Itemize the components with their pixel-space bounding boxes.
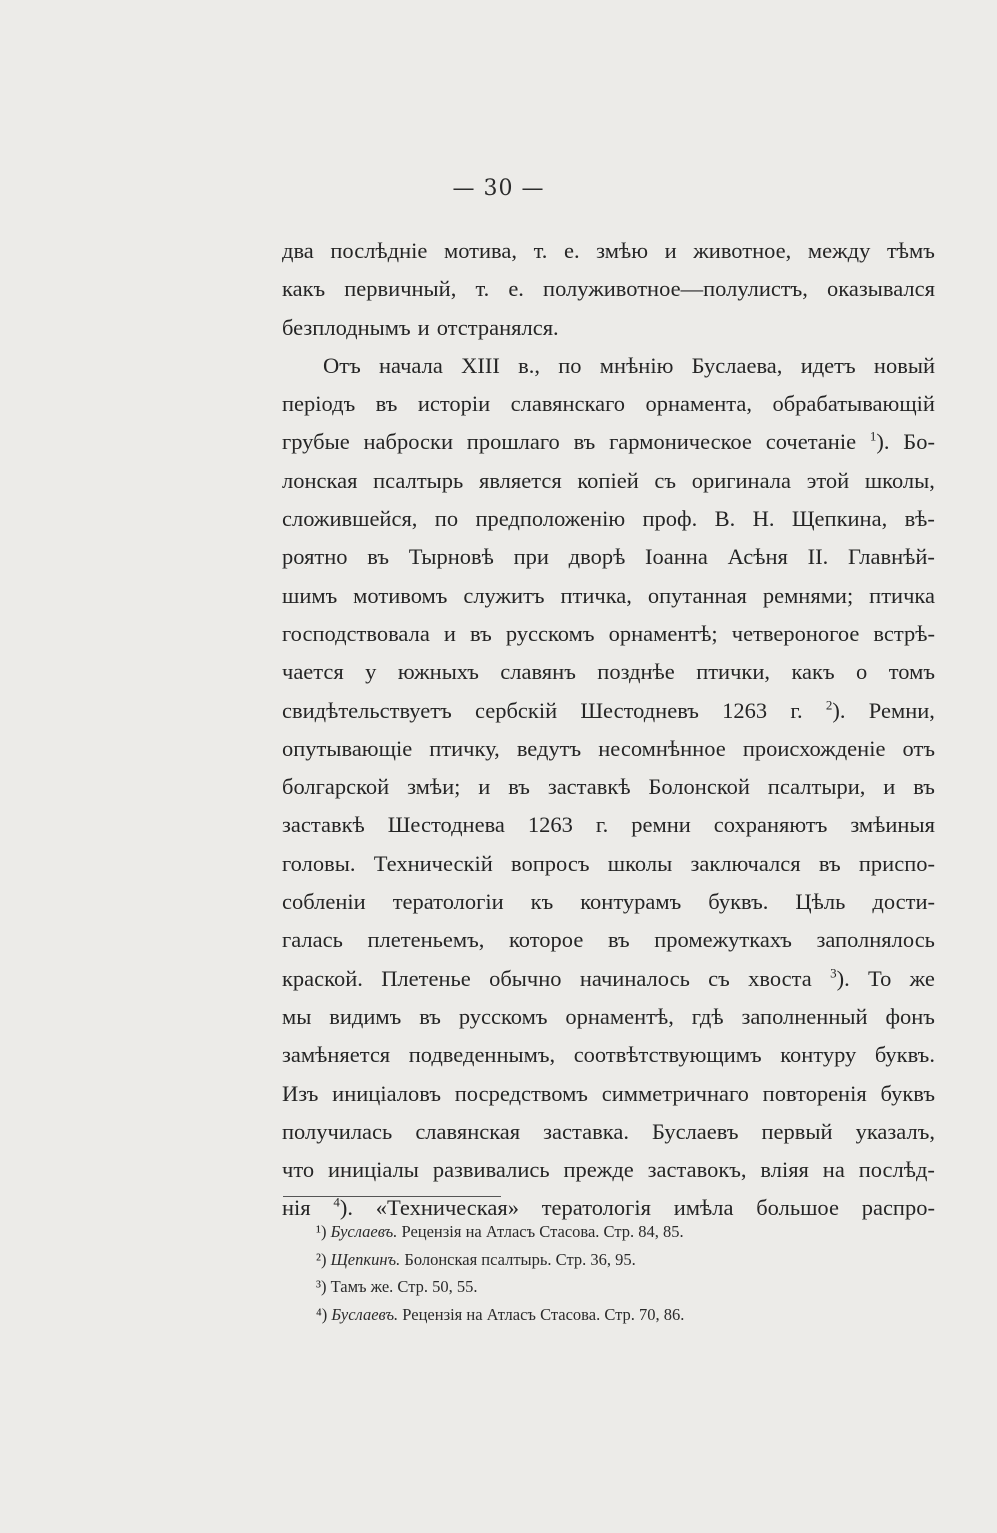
word: четвероногое (731, 620, 860, 646)
text-line (282, 998, 935, 1036)
word: Цѣль (795, 889, 846, 915)
text-line (282, 615, 935, 653)
word: т. (533, 238, 548, 263)
word: посредствомъ (454, 1080, 588, 1106)
word: же (909, 965, 935, 991)
footnote-author: Щепкинъ. (330, 1249, 401, 1269)
word: проф. (642, 506, 698, 532)
word: что (282, 1157, 315, 1183)
word: змѣиныя (850, 812, 935, 838)
word: $^4$). (333, 1194, 354, 1221)
word: отстранялся. (436, 314, 559, 340)
word: контурамъ (580, 889, 682, 915)
footnote-author: Буслаевъ. (331, 1304, 399, 1324)
word: орнамента, (645, 391, 753, 417)
text-line (282, 500, 935, 538)
word: дости- (872, 889, 935, 915)
word: подведеннымъ, (408, 1042, 556, 1068)
word: начала (378, 352, 443, 378)
word: при (513, 544, 549, 570)
word: на (822, 1157, 845, 1183)
word: иниціалы (327, 1157, 419, 1183)
text-line (282, 692, 935, 730)
word: заставкѣ (282, 812, 365, 838)
word: несомнѣнное (598, 735, 726, 761)
word: орнаментѣ, (565, 1003, 674, 1029)
word: замѣняется (282, 1042, 391, 1068)
word: дворѣ (568, 544, 626, 570)
word: Буслаева, (691, 352, 783, 378)
word: исторіи (417, 391, 491, 417)
word: копіей (577, 467, 639, 493)
word: Отъ (323, 352, 361, 378)
word: въ (913, 774, 935, 800)
footnote (316, 1218, 916, 1246)
word: II. (807, 544, 829, 570)
word: Тырновѣ (408, 544, 494, 570)
word: соотвѣтствующимъ (573, 1042, 762, 1068)
word: большое (756, 1195, 839, 1221)
word: Изъ (282, 1080, 319, 1106)
word: и (417, 314, 430, 340)
footnote (316, 1273, 916, 1301)
word: славянская (415, 1118, 521, 1144)
word: и (883, 774, 896, 800)
word: повторенія (762, 1080, 867, 1106)
footnote-text: Тамъ же. Стр. 50, 55. (330, 1277, 478, 1296)
word: буквъ. (708, 889, 769, 915)
word: иниціаловъ (332, 1080, 441, 1106)
word: вліяя (760, 1157, 809, 1183)
word: въ (607, 927, 630, 953)
word: и (443, 620, 456, 646)
word: южныхъ (397, 659, 479, 685)
word: Буслаевъ (651, 1118, 739, 1144)
word: То (868, 965, 892, 991)
word: птичка, (560, 582, 632, 608)
word: господствовала (282, 620, 430, 646)
word: русскомъ (458, 1003, 548, 1029)
word: болгарской (282, 774, 390, 800)
word: начиналось (579, 965, 690, 991)
word: между (807, 238, 871, 263)
word: происхожденіе (742, 735, 886, 761)
footnote-mark: ¹) (316, 1222, 331, 1241)
text-line (282, 1036, 935, 1074)
word: мы (282, 1003, 312, 1029)
word: грубые (282, 429, 350, 455)
word: полуживотное—полулистъ, (543, 276, 808, 302)
text-line (282, 423, 935, 461)
word: г. (790, 697, 803, 723)
footnote-mark: ²) (316, 1249, 331, 1269)
word: заставка. (543, 1118, 629, 1144)
word: о (856, 659, 868, 685)
word: идетъ (800, 352, 856, 378)
word: оказывался (827, 276, 935, 302)
text-line (282, 232, 935, 270)
word: въ (419, 1003, 441, 1029)
text-line (282, 538, 935, 576)
word: хвоста (748, 965, 812, 991)
word: буквъ (880, 1080, 935, 1106)
word: у (365, 659, 377, 685)
word: головы. (282, 850, 356, 876)
text-line (282, 1113, 935, 1151)
word: мотива, (443, 238, 517, 263)
word: приспо- (858, 850, 935, 876)
footnote-text: Рецензія на Атласъ Стасова. Стр. 70, 86. (402, 1304, 685, 1324)
word: безплоднымъ (282, 314, 411, 340)
word: нія (282, 1195, 311, 1221)
word: заставкѣ (547, 774, 631, 800)
footnote (316, 1301, 916, 1329)
word: ремни (631, 812, 691, 838)
word: обычно (489, 965, 562, 991)
footnote-author: Буслаевъ. (330, 1222, 398, 1241)
word: свидѣтельствуетъ (282, 697, 452, 723)
text-line (282, 883, 935, 921)
word: Болонской (648, 774, 750, 800)
word: послѣдніе (330, 238, 428, 263)
word: гдѣ (691, 1003, 724, 1029)
word: въ (367, 544, 389, 570)
text-line (282, 385, 935, 423)
word: XIII (461, 352, 500, 378)
word: контуру (780, 1042, 857, 1068)
word: $^1$). (869, 428, 890, 455)
word: съ (708, 965, 730, 991)
text-line (282, 1151, 935, 1189)
word: школы (607, 850, 673, 876)
word: симметричнаго (601, 1080, 749, 1106)
word: мнѣнію (599, 352, 674, 378)
word: $^2$). (825, 697, 846, 723)
word: обрабатывающій (772, 391, 935, 417)
text-line (282, 270, 935, 308)
word: въ (470, 620, 492, 646)
word: Шестодневъ (580, 697, 699, 723)
word: видимъ (329, 1003, 402, 1029)
footnote-separator (283, 1196, 501, 1197)
word: орнаментѣ; (608, 620, 718, 646)
word: шимъ (282, 582, 338, 608)
text-line (282, 1075, 935, 1113)
word: оригинала (691, 467, 791, 493)
text-line (282, 347, 935, 385)
word: мотивомъ (353, 582, 448, 608)
word: въ (818, 850, 841, 876)
text-line (282, 462, 935, 500)
footnote-mark: ³) (316, 1277, 331, 1296)
word: В. (714, 506, 736, 532)
text-line (282, 768, 935, 806)
word: Бо- (903, 429, 935, 455)
word: русскомъ (505, 620, 595, 646)
word: вѣ- (904, 506, 935, 532)
word: какъ (791, 659, 835, 685)
word: гармоническое (609, 429, 752, 455)
word: ведутъ (516, 735, 582, 761)
footnote-mark: ⁴) (316, 1304, 332, 1324)
word: развивались (432, 1157, 550, 1183)
word: заполненный (741, 1003, 868, 1029)
word: промежуткахъ (654, 927, 792, 953)
word: псалтыри, (767, 774, 866, 800)
word: Щепкина, (791, 506, 888, 532)
footnotes (316, 1218, 916, 1328)
word: славянскаго (510, 391, 626, 417)
word: т. (475, 276, 490, 302)
word: славянъ (500, 659, 576, 685)
word: фонъ (885, 1003, 935, 1029)
word: е. (563, 238, 580, 263)
word: первый (761, 1118, 833, 1144)
word: змѣи; (407, 774, 461, 800)
word: позднѣе (597, 659, 675, 685)
word: школы, (864, 467, 935, 493)
word: прошлаго (466, 429, 560, 455)
word: сохраняютъ (713, 812, 828, 838)
page-number: — 30 — (452, 176, 545, 201)
word: опутанная (647, 582, 747, 608)
word: и (478, 774, 491, 800)
footnote-text: Рецензія на Атласъ Стасова. Стр. 84, 85. (401, 1222, 684, 1241)
word: галась (282, 927, 343, 953)
word: два (282, 238, 314, 263)
word: птички, (696, 659, 771, 685)
word: какъ (282, 276, 326, 302)
word: указалъ, (855, 1118, 935, 1144)
word: тератологія (541, 1195, 651, 1221)
word: Плетенье (381, 965, 471, 991)
word: чается (282, 659, 344, 685)
word: имѣла (673, 1195, 734, 1221)
word: Н. (752, 506, 775, 532)
word: предположенію (475, 506, 626, 532)
word: сложившейся, (282, 506, 418, 532)
word: е. (508, 276, 524, 302)
word: Главнѣй- (847, 544, 935, 570)
word: получилась (282, 1118, 393, 1144)
word: и (664, 238, 677, 263)
word: которое (509, 927, 584, 953)
word: служитъ (463, 582, 545, 608)
word: роятно (282, 544, 348, 570)
word: опутывающіе (282, 735, 413, 761)
word: отъ (902, 735, 935, 761)
word: распро- (861, 1195, 935, 1221)
word: змѣю (596, 238, 649, 263)
text-line (282, 730, 935, 768)
word: сочетаніе (765, 429, 857, 455)
footnote (316, 1246, 916, 1274)
word: заполнялось (816, 927, 935, 953)
word: плетеньемъ, (367, 927, 485, 953)
word: по (558, 352, 582, 378)
word: Асѣня (727, 544, 788, 570)
word: 1263 (527, 812, 573, 838)
word: тѣмъ (886, 238, 935, 263)
word: тератологіи (392, 889, 504, 915)
word: Іоанна (645, 544, 708, 570)
word: съ (654, 467, 677, 493)
word: новый (873, 352, 935, 378)
word: животное, (693, 238, 792, 263)
word: сербскій (474, 697, 558, 723)
text-line (282, 577, 935, 615)
word: г. (595, 812, 609, 838)
word: первичный, (344, 276, 457, 302)
word: въ (508, 774, 530, 800)
word: заставокъ, (647, 1157, 747, 1183)
word: этой (806, 467, 850, 493)
word: буквъ. (874, 1042, 935, 1068)
text-line (282, 845, 935, 883)
text-line (282, 653, 935, 691)
word: ремнями; (762, 582, 854, 608)
word: въ (375, 391, 398, 417)
word: встрѣ- (873, 620, 935, 646)
word: лонская (282, 467, 358, 493)
text-line (282, 921, 935, 959)
word: птичку, (429, 735, 500, 761)
word: прежде (563, 1157, 634, 1183)
word: Ремни, (868, 697, 935, 723)
word: в., (518, 352, 540, 378)
word: къ (530, 889, 554, 915)
word: въ (573, 429, 596, 455)
text-line (282, 960, 935, 998)
word: Техническій (373, 850, 493, 876)
word: по (434, 506, 459, 532)
word: наброски (363, 429, 453, 455)
word: вопросъ (511, 850, 590, 876)
word: собленіи (282, 889, 366, 915)
word: томъ (888, 659, 935, 685)
word: является (479, 467, 562, 493)
text-line (282, 309, 935, 347)
footnote-text: Болонская псалтырь. Стр. 36, 95. (404, 1249, 636, 1269)
word: послѣд- (858, 1157, 935, 1183)
word: краской. (282, 965, 363, 991)
word: 1263 (722, 697, 768, 723)
word: Шестоднева (387, 812, 505, 838)
word: птичка (869, 582, 935, 608)
body-text (282, 232, 935, 1228)
word: $^3$). (830, 965, 850, 991)
word: періодъ (282, 391, 356, 417)
text-line (282, 806, 935, 844)
word: псалтырь (373, 467, 464, 493)
word: «Техническая» (375, 1195, 519, 1221)
word: заключался (690, 850, 801, 876)
